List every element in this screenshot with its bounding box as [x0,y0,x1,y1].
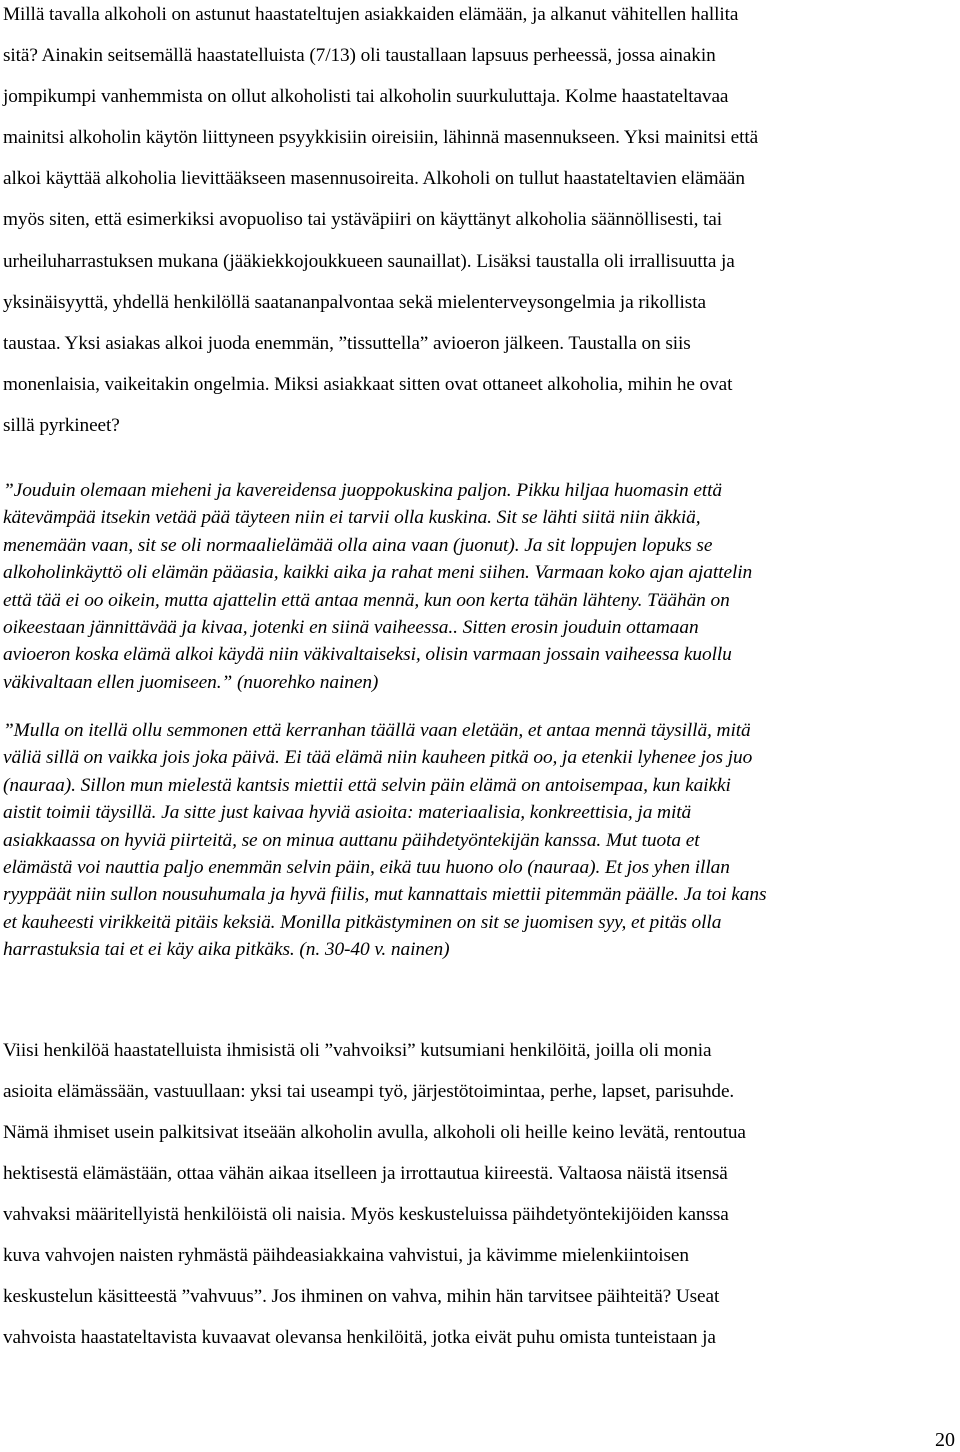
text-line: mainitsi alkoholin käytön liittyneen psyykkisiin oireisiin, lähinnä masennukseen. Yksi mainitsi että [3,127,759,149]
quote-line: kätevämpää itsekin vetää pää täyteen niin ei tarvii olla kuskina. Sit se lähti siitä niin äkkiä, [3,507,701,529]
text-line: taustaa. Yksi asiakas alkoi juoda enemmän, ”tissuttella” avioeron jälkeen. Taustalla on siis [3,332,691,354]
quote-line: väkivaltaan ellen juomiseen.” (nuorehko nainen) [3,671,379,693]
text-line: asioita elämässään, vastuullaan: yksi tai useampi työ, järjestötoimintaa, perhe, lapset, parisuhde. [3,1081,735,1102]
quote-line: et kauheesti virikkeitä pitäis keksiä. Monilla pitkästyminen on sit se juomisen syy, et pitäs olla [3,911,722,933]
text-line: Viisi henkilöä haastatelluista ihmisistä oli ”vahvoiksi” kutsumiani henkilöitä, joilla oli monia [3,1040,712,1061]
interview-quote [3,477,752,696]
quote-line: menemään vaan, sit se oli normaalielämää olla aina vaan (juonut). Ja sit loppujen lopuks se [3,534,713,556]
text-line: sillä pyrkineet? [3,414,120,436]
quote-line: ryyppäät niin sullon nousuhumala ja hyvä fiilis, mut kannattais miettii pitemmän päälle. Ja toi kans [3,884,767,906]
text-line: keskustelun käsitteestä ”vahvuus”. Jos ihminen on vahva, mihin hän tarvitsee päihteitä? Useat [3,1286,720,1307]
text-line: alkoi käyttää alkoholia lievittääkseen masennusoireita. Alkoholi on tullut haastateltavien elämään [3,168,745,190]
text-line: urheiluharrastuksen mukana (jääkiekkojoukkueen saunaillat). Lisäksi taustalla oli irrallisuutta ja [3,250,735,272]
quote-line: aistit toimii täysillä. Ja sitte just kaivaa hyviä asioita: materiaalisia, konkreettisia, ja mitä [3,802,692,824]
text-line: kuva vahvojen naisten ryhmästä päihdeasiakkaina vahvistui, ja kävimme mielenkiintoisen [3,1245,689,1266]
text-line: vahvaksi määritellyistä henkilöistä oli naisia. Myös keskusteluissa päihdetyöntekijöiden kanssa [3,1204,729,1225]
quote-line: avioeron koska elämä alkoi käydä niin väkivaltaiseksi, olisin varmaan jossain vaiheessa kuollu [3,644,732,666]
body-paragraph [3,0,758,452]
text-line: sitä? Ainakin seitsemällä haastatelluista (7/13) oli taustallaan lapsuus perheessä, jossa ainakin [3,45,716,67]
text-line: hektisestä elämästään, ottaa vähän aikaa itselleen ja irrottautua kiireestä. Valtaosa näistä itsensä [3,1163,728,1184]
page-number: 20 [935,1429,955,1451]
text-line: vahvoista haastateltavista kuvaavat olevansa henkilöitä, jotka eivät puhu omista tunteistaan ja [3,1327,716,1348]
quote-line: (nauraa). Sillon mun mielestä kantsis miettii että selvin päin elämä on antoisempaa, kun kaikki [3,774,731,796]
quote-line: ”Jouduin olemaan mieheni ja kavereidensa juoppokuskina paljon. Pikku hiljaa huomasin että [3,480,723,501]
quote-line: asiakkaassa on hyviä piirteitä, se on minua auttanu päihdetyöntekijän kanssa. Mut tuota et [3,829,700,851]
quote-line: elämästä voi nauttia paljo enemmän selvin päin, eikä tuu huono olo (nauraa). Et jos yhen illan [3,856,730,878]
text-line: monenlaisia, vaikeitakin ongelmia. Miksi asiakkaat sitten ovat ottaneet alkoholia, mihin he ovat [3,373,733,395]
quote-line: alkoholinkäyttö oli elämän pääasia, kaikki aika ja rahat meni siihen. Varmaan koko ajan ajattelin [3,562,753,584]
text-line: yksinäisyyttä, yhdellä henkilöllä saatananpalvontaa sekä mielenterveysongelmia ja rikollista [3,291,706,313]
text-line: jompikumpi vanhemmista on ollut alkoholisti tai alkoholin suurkuluttaja. Kolme haastateltavaa [3,86,729,108]
quote-line: oikeestaan jännittävää ja kivaa, jotenki en siinä vaiheessa.. Sitten erosin jouduin ottamaan [3,616,699,638]
quote-line: väliä sillä on vaikka jois joka päivä. Ei tää elämä niin kauheen pitkä oo, ja etenkii lyhenee jos juo [3,747,753,769]
quote-line: ”Mulla on itellä ollu semmonen että kerranhan täällä vaan eletään, et antaa mennä täysillä, mitä [3,720,751,741]
quote-line: että tää ei oo oikein, mutta ajattelin että antaa mennä, kun oon kerta tähän lähteny. Täähän on [3,589,730,611]
interview-quote [3,717,766,964]
body-paragraph [3,1036,746,1364]
text-line: Millä tavalla alkoholi on astunut haastateltujen asiakkaiden elämään, ja alkanut vähitellen hallita [3,4,739,25]
quote-line: harrastuksia tai et ei käy aika pitkäks. (n. 30-40 v. nainen) [3,939,450,961]
text-line: Nämä ihmiset usein palkitsivat itseään alkoholin avulla, alkoholi oli heille keino levätä, rentoutua [3,1122,746,1143]
text-line: myös siten, että esimerkiksi avopuoliso tai ystäväpiiri on käyttänyt alkoholia säännöllisesti, tai [3,209,723,231]
